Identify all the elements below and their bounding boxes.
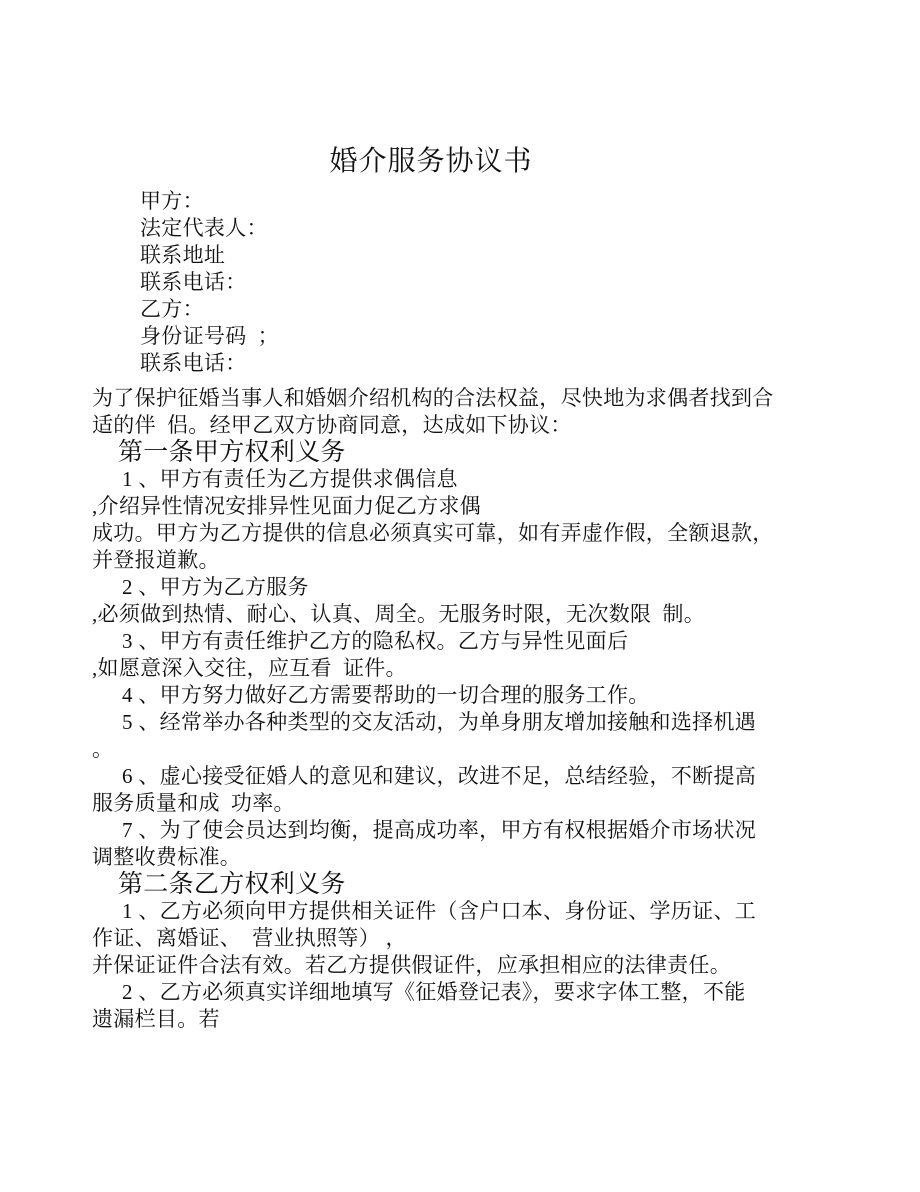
agreement-body — [92, 385, 774, 1033]
body-line: ,必须做到热情、耐心、认真、周全。无服务时限，无次数限 制。 — [92, 602, 706, 626]
clause-line: 5 、经常举办各种类型的交友活动，为单身朋友增加接触和选择机遇 — [122, 710, 757, 734]
clause-line: 3 、甲方有责任维护乙方的隐私权。乙方与异性见面后 — [122, 629, 629, 653]
body-line: 遗漏栏目。若 — [92, 1007, 220, 1031]
document-content — [92, 0, 774, 1033]
clause-line: 2 、乙方必须真实详细地填写《征婚登记表》，要求字体工整，不能 — [122, 980, 746, 1004]
clause-line: 7 、为了使会员达到均衡，提高成功率，甲方有权根据婚介市场状况 — [122, 818, 757, 842]
field-line-contact-phone-b: 联系电话： — [140, 351, 247, 375]
body-line: 调整收费标准。 — [92, 845, 242, 869]
body-line: 为了保护征婚当事人和婚姻介绍机构的合法权益，尽快地为求偶者找到合 — [92, 386, 774, 410]
field-line-contact-address: 联系地址 — [140, 243, 226, 267]
body-line: 适的伴 侣。经甲乙双方协商同意，达成如下协议： — [92, 413, 572, 437]
body-line: 并保证证件合法有效。若乙方提供假证件，应承担相应的法律责任。 — [92, 953, 731, 977]
section-heading-article-1: 第一条甲方权利义务 — [118, 439, 346, 466]
body-line: 并登报道歉。 — [92, 548, 220, 572]
clause-line: 1 、乙方必须向甲方提供相关证件（含户口本、身份证、学历证、工 — [122, 899, 757, 923]
body-line: 服务质量和成 功率。 — [92, 791, 295, 815]
party-fields-block — [92, 188, 770, 377]
section-heading-article-2: 第二条乙方权利义务 — [118, 871, 346, 898]
body-line: ,如愿意深入交往，应互看 证件。 — [92, 656, 407, 680]
body-line: 作证、离婚证、 营业执照等） ， — [92, 926, 407, 950]
document-title: 婚介服务协议书 — [329, 146, 533, 177]
body-line: 成功。甲方为乙方提供的信息必须真实可靠，如有弄虚作假，全额退款， — [92, 521, 774, 545]
field-line-party-b: 乙方： — [140, 297, 204, 321]
body-line: ,介绍异性情况安排异性见面力促乙方求偶 — [92, 494, 481, 518]
field-line-id-number: 身份证号码 ； — [140, 324, 279, 348]
clause-line: 1 、甲方有责任为乙方提供求偶信息 — [122, 467, 458, 491]
clause-line: 4 、甲方努力做好乙方需要帮助的一切合理的服务工作。 — [122, 683, 650, 707]
body-line: 。 — [92, 737, 114, 761]
field-line-legal-representative: 法定代表人： — [140, 216, 268, 240]
clause-line: 2 、甲方为乙方服务 — [122, 575, 309, 599]
clause-line: 6 、虚心接受征婚人的意见和建议，改进不足，总结经验，不断提高 — [122, 764, 757, 788]
field-line-contact-phone-a: 联系电话： — [140, 270, 247, 294]
field-line-party-a: 甲方： — [140, 189, 204, 213]
